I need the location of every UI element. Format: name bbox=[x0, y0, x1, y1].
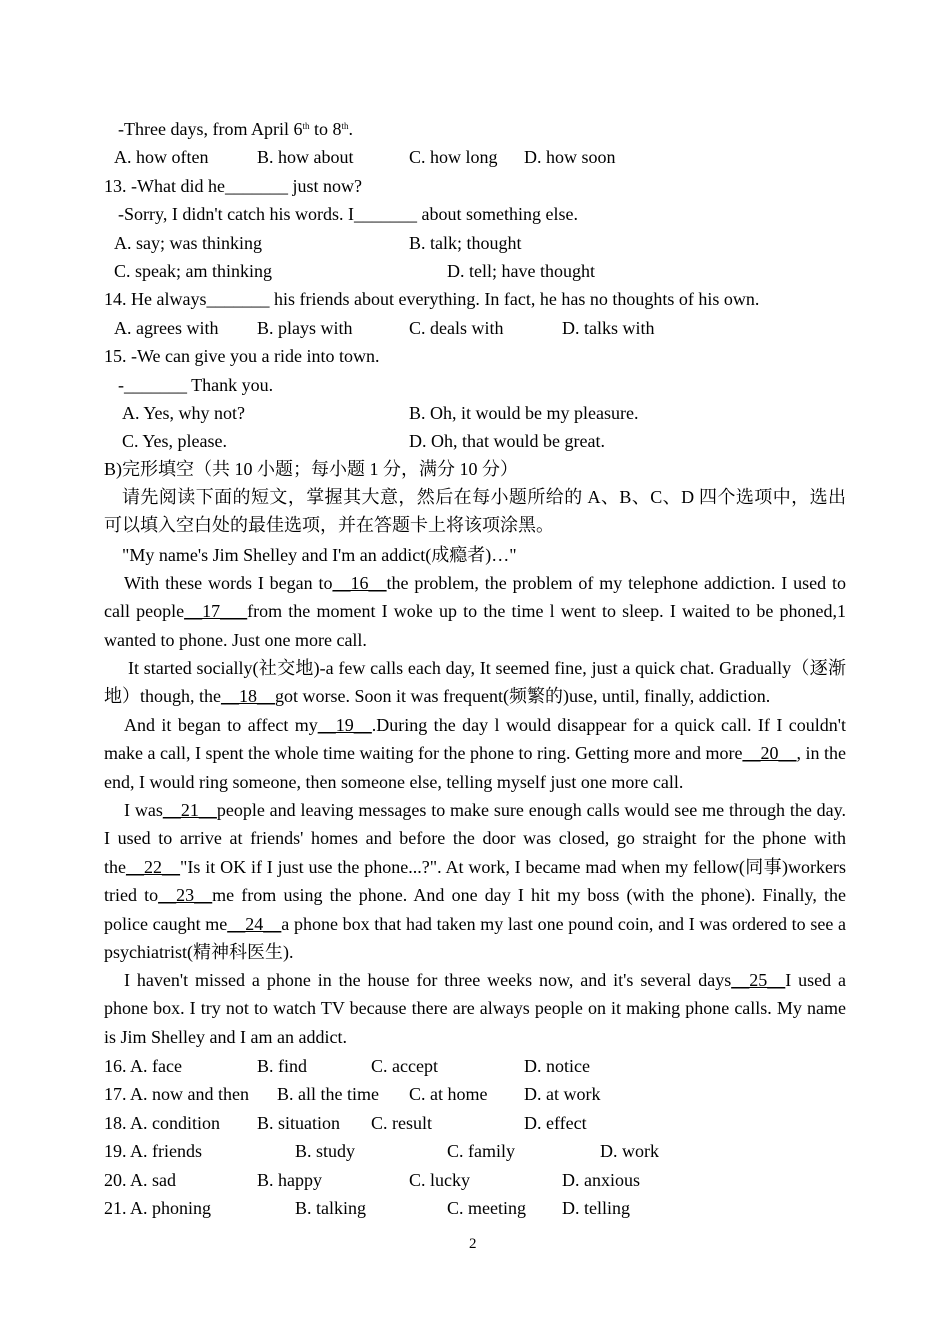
q12-option-c: C. how long bbox=[409, 147, 498, 167]
q13-stem: 13. -What did he_______ just now? bbox=[104, 176, 362, 196]
passage-paragraph-4: I was__21__people and leaving messages to make sure enough calls would see me through the day. I used to arrive at friends' homes and before the door was closed, go straight for the phone with the__22__"Is it OK if I just use the phone...?". At work, I became mad when my fellow(同事)workers tried to__23__me from using the phone. And one day I hit my boss (with the phone). Finally, the police caught me__24__a phone box that had taken my last one pound coin, and I was ordered to see a psychiatrist(精神科医生). bbox=[104, 800, 846, 963]
q15-option-a: A. Yes, why not? bbox=[122, 403, 246, 423]
q20-option-c: C. lucky bbox=[409, 1170, 470, 1190]
q17-option-d: D. at work bbox=[524, 1084, 601, 1104]
q21-option-b: B. talking bbox=[295, 1198, 366, 1218]
q19-option-a: 19. A. friends bbox=[104, 1141, 202, 1161]
q13-reply: -Sorry, I didn't catch his words. I_______ about something else. bbox=[118, 204, 579, 224]
q19-option-d: D. work bbox=[600, 1141, 659, 1161]
q15-option-c: C. Yes, please. bbox=[122, 431, 228, 451]
blank-25: __25__ bbox=[731, 970, 786, 990]
q16-option-d: D. notice bbox=[524, 1056, 590, 1076]
q18-option-d: D. effect bbox=[524, 1113, 587, 1133]
q18-option-a: 18. A. condition bbox=[104, 1113, 220, 1133]
q21-option-c: C. meeting bbox=[447, 1198, 526, 1218]
blank-21: __21__ bbox=[162, 800, 217, 820]
q21-option-d: D. telling bbox=[562, 1198, 630, 1218]
q12-option-d: D. how soon bbox=[524, 147, 616, 167]
q19-option-c: C. family bbox=[447, 1141, 515, 1161]
q16-option-b: B. find bbox=[257, 1056, 308, 1076]
q14-option-d: D. talks with bbox=[562, 318, 655, 338]
passage-title: "My name's Jim Shelley and I'm an addict(成瘾者)…" bbox=[122, 545, 517, 565]
blank-17: __17___ bbox=[184, 601, 248, 622]
passage-paragraph-1: With these words I began to__16__the problem, the problem of my telephone addiction. I used to call people__17___from the moment I woke up to the time l went to sleep. I waited to be phoned,1 wanted to phone. Just one more call. bbox=[104, 573, 847, 650]
q20-option-d: D. anxious bbox=[562, 1170, 640, 1190]
q21-option-a: 21. A. phoning bbox=[104, 1198, 212, 1218]
q13-option-c: C. speak; am thinking bbox=[114, 261, 272, 281]
q17-option-a: 17. A. now and then bbox=[104, 1084, 249, 1104]
q14-option-c: C. deals with bbox=[409, 318, 504, 338]
q19-option-b: B. study bbox=[295, 1141, 356, 1161]
q20-option-a: 20. A. sad bbox=[104, 1170, 176, 1190]
q12-answer-line: -Three days, from April 6th to 8th. bbox=[118, 119, 353, 139]
passage-paragraph-3: And it began to affect my__19__.During the day l would disappear for a quick call. If I couldn't make a call, I spent the whole time waiting for the phone to ring. Getting more and more__20__, in the end, I would ring someone, then someone else, telling myself just one more call. bbox=[104, 715, 847, 792]
q14-stem: 14. He always_______ his friends about everything. In fact, he has no thoughts of his own. bbox=[104, 289, 760, 309]
q15-option-b: B. Oh, it would be my pleasure. bbox=[409, 403, 639, 423]
q13-option-d: D. tell; have thought bbox=[447, 261, 595, 281]
blank-23: __23__ bbox=[158, 885, 213, 906]
blank-19: __19__ bbox=[317, 715, 372, 735]
q13-option-b: B. talk; thought bbox=[409, 233, 522, 253]
q15-option-d: D. Oh, that would be great. bbox=[409, 431, 605, 451]
passage-paragraph-2: It started socially(社交地)-a few calls each day, It seemed fine, just a quick chat. Gradually（逐渐地）though, the__18__got worse. Soon it was frequent(频繁的)use, until, finally, addiction. bbox=[104, 658, 846, 707]
q17-option-b: B. all the time bbox=[277, 1084, 379, 1104]
blank-24: __24__ bbox=[227, 913, 282, 934]
q12-option-b: B. how about bbox=[257, 147, 354, 167]
q14-option-a: A. agrees with bbox=[114, 318, 219, 338]
blank-20: __20__ bbox=[742, 743, 797, 764]
q12-option-a: A. how often bbox=[114, 147, 209, 167]
q15-stem: 15. -We can give you a ride into town. bbox=[104, 346, 380, 366]
blank-22: __22__ bbox=[126, 856, 180, 877]
q20-option-b: B. happy bbox=[257, 1170, 322, 1190]
section-b-heading: B)完形填空（共 10 小题；每小题 1 分，满分 10 分） bbox=[104, 459, 518, 479]
q16-option-c: C. accept bbox=[371, 1056, 438, 1076]
q17-option-c: C. at home bbox=[409, 1084, 488, 1104]
blank-18: __18__ bbox=[221, 686, 275, 707]
passage-paragraph-5: I haven't missed a phone in the house for three weeks now, and it's several days__25__I used a phone box. I try not to watch TV because there are always people on it making phone calls. My name is Jim Shelley and I am an addict. bbox=[104, 970, 846, 1047]
q18-option-b: B. situation bbox=[257, 1113, 341, 1133]
section-b-instruction: 请先阅读下面的短文，掌握其大意，然后在每小题所给的 A、B、C、D 四个选项中，选出可以填入空白处的最佳选项，并在答题卡上将该项涂黑。 bbox=[104, 487, 846, 536]
page-number: 2 bbox=[469, 1236, 477, 1252]
q18-option-c: C. result bbox=[371, 1113, 432, 1133]
q14-option-b: B. plays with bbox=[257, 318, 353, 338]
q16-option-a: 16. A. face bbox=[104, 1056, 182, 1076]
q13-option-a: A. say; was thinking bbox=[114, 233, 262, 253]
blank-16: __16__ bbox=[332, 573, 387, 593]
q15-reply: -_______ Thank you. bbox=[118, 375, 274, 395]
